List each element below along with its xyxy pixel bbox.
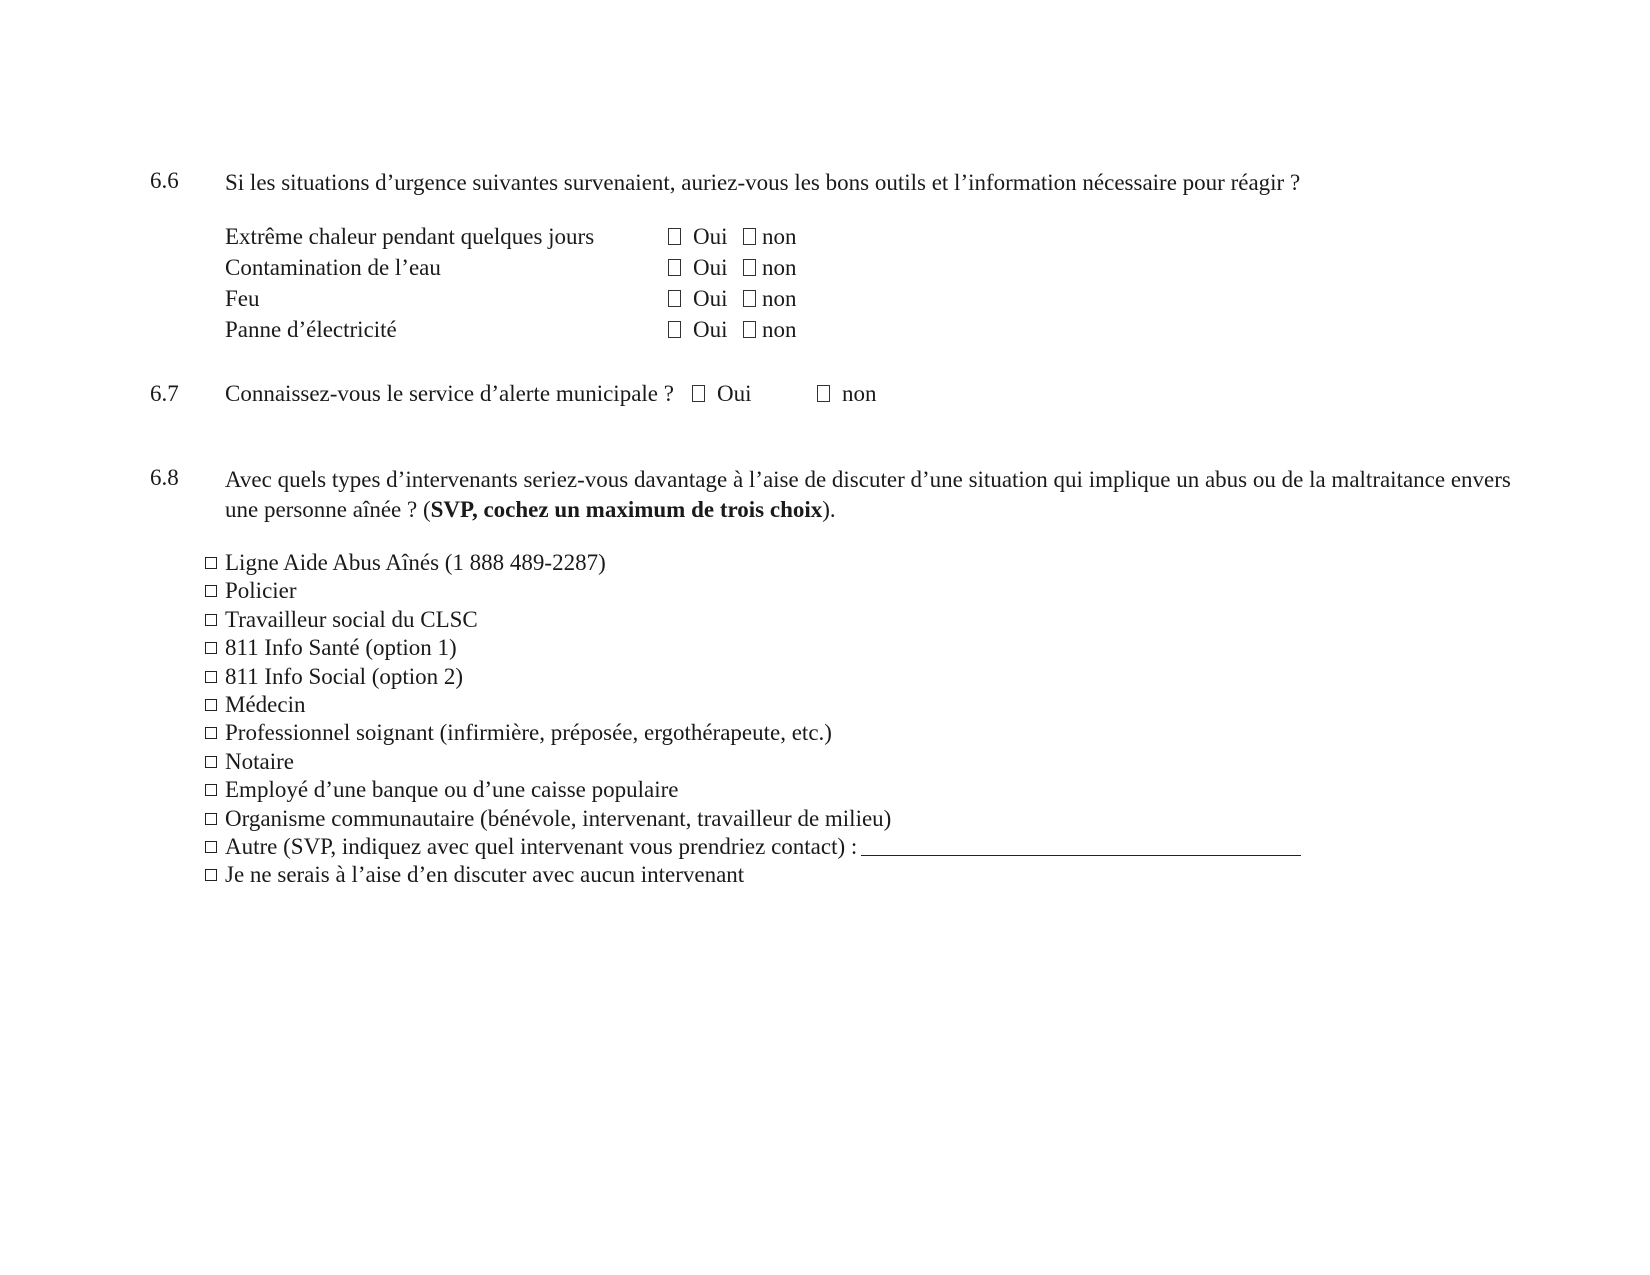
no-label: non (762, 224, 797, 249)
no-label: non (762, 286, 797, 311)
option-info-sante[interactable] (205, 634, 1301, 662)
yes-option[interactable] (692, 381, 752, 407)
emergency-row-water (225, 255, 845, 286)
yes-checkbox[interactable] (668, 321, 681, 338)
checkbox[interactable] (205, 585, 217, 597)
checkbox[interactable] (205, 813, 217, 825)
row-label: Feu (225, 286, 260, 311)
row-label: Panne d’électricité (225, 317, 397, 342)
option-employe-banque[interactable] (205, 776, 1301, 804)
option-policier[interactable] (205, 577, 1301, 605)
option-label: Autre (SVP, indiquez avec quel intervenant vous prendriez contact) : (225, 833, 858, 859)
option-label: Ligne Aide Abus Aînés (1 888 489-2287) (225, 550, 606, 575)
yes-label: Oui (693, 224, 728, 249)
option-label: Employé d’une banque ou d’une caisse populaire (225, 777, 679, 803)
question-number: 6.6 (150, 168, 179, 193)
checkbox[interactable] (205, 841, 217, 853)
option-autre[interactable] (205, 833, 1301, 861)
option-medecin[interactable] (205, 691, 1301, 719)
question-number: 6.8 (150, 465, 179, 490)
checkbox[interactable] (205, 557, 217, 569)
option-notaire[interactable] (205, 748, 1301, 776)
question-text: Connaissez-vous le service d’alerte municipale ? (225, 381, 674, 406)
yes-checkbox[interactable] (668, 228, 681, 245)
no-option[interactable] (817, 381, 877, 407)
yes-option[interactable] (668, 224, 728, 250)
no-option[interactable] (743, 224, 797, 250)
emergency-row-heat (225, 224, 845, 255)
autre-text-field[interactable] (861, 835, 1301, 856)
checkbox[interactable] (205, 642, 217, 654)
yes-label: Oui (693, 317, 728, 342)
question-text (225, 465, 1530, 525)
emergency-row-fire (225, 286, 845, 317)
yes-label: Oui (693, 286, 728, 311)
intervenant-options-list (205, 549, 1301, 890)
no-label: non (762, 255, 797, 280)
checkbox[interactable] (205, 699, 217, 711)
no-checkbox[interactable] (817, 385, 830, 402)
yes-label: Oui (717, 381, 752, 406)
no-checkbox[interactable] (743, 290, 756, 307)
checkbox[interactable] (205, 756, 217, 768)
option-label: Travailleur social du CLSC (225, 606, 478, 632)
question-number: 6.7 (150, 381, 179, 406)
option-info-social[interactable] (205, 663, 1301, 691)
checkbox[interactable] (205, 671, 217, 683)
checkbox[interactable] (205, 784, 217, 796)
row-label: Contamination de l’eau (225, 255, 441, 280)
question-text-end: ). (822, 497, 836, 522)
option-label: 811 Info Social (option 2) (225, 663, 464, 689)
option-professionnel-soignant[interactable] (205, 719, 1301, 747)
option-label: Médecin (225, 691, 306, 717)
no-checkbox[interactable] (743, 228, 756, 245)
option-label: Je ne serais à l’aise d’en discuter avec aucun intervenant (225, 862, 745, 888)
yes-checkbox[interactable] (692, 385, 705, 402)
no-option[interactable] (743, 286, 797, 312)
yes-checkbox[interactable] (668, 259, 681, 276)
alert-service-row (225, 381, 877, 407)
yes-label: Oui (693, 255, 728, 280)
question-text: Si les situations d’urgence suivantes survenaient, auriez-vous les bons outils et l’information nécessaire pour réagir ? (225, 170, 1301, 195)
option-label: 811 Info Santé (option 1) (225, 635, 457, 661)
option-label: Professionnel soignant (infirmière, préposée, ergothérapeute, etc.) (225, 720, 832, 746)
emergency-row-power (225, 317, 845, 348)
checkbox[interactable] (205, 869, 217, 881)
checkbox[interactable] (205, 614, 217, 626)
no-checkbox[interactable] (743, 321, 756, 338)
no-label: non (842, 381, 877, 406)
no-option[interactable] (743, 317, 797, 343)
option-aucun[interactable] (205, 861, 1301, 889)
question-instruction: SVP, cochez un maximum de trois choix (430, 497, 823, 522)
yes-option[interactable] (668, 255, 728, 281)
option-organisme-communautaire[interactable] (205, 805, 1301, 833)
option-label: Policier (225, 578, 297, 604)
row-label: Extrême chaleur pendant quelques jours (225, 224, 595, 249)
yes-option[interactable] (668, 286, 728, 312)
option-travailleur-social[interactable] (205, 606, 1301, 634)
option-ligne-aide-abus[interactable] (205, 549, 1301, 577)
yes-option[interactable] (668, 317, 728, 343)
yes-checkbox[interactable] (668, 290, 681, 307)
no-label: non (762, 317, 797, 342)
no-option[interactable] (743, 255, 797, 281)
question-text-start: Avec quels types d’intervenants seriez-vous davantage à l’aise de discuter d’une situation qui implique un abus ou de la maltraitance envers une personne aînée ? ( (225, 467, 1511, 522)
option-label: Notaire (225, 748, 294, 774)
checkbox[interactable] (205, 727, 217, 739)
option-label: Organisme communautaire (bénévole, intervenant, travailleur de milieu) (225, 805, 892, 831)
no-checkbox[interactable] (743, 259, 756, 276)
